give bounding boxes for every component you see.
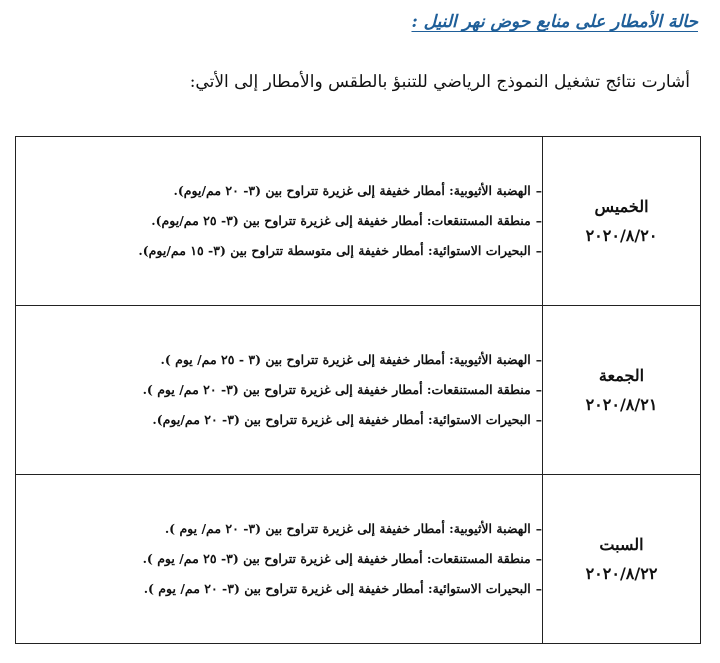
day-date: ٢٠٢٠/٨/٢١	[585, 395, 658, 414]
day-name: الجمعة	[598, 366, 645, 385]
forecast-details	[16, 306, 543, 475]
forecast-line-equatorial-lakes: –البحيرات الاستوائية: أمطار خفيفة إلى غزيرة تتراوح بين (٣- ٢٠ مم/يوم).	[152, 412, 542, 427]
day-date: ٢٠٢٠/٨/٢٠	[585, 226, 658, 245]
forecast-details	[16, 475, 543, 644]
day-name: السبت	[599, 535, 644, 554]
table-row-thursday	[16, 137, 701, 306]
forecast-line-equatorial-lakes: –البحيرات الاستوائية: أمطار خفيفة إلى غزيرة تتراوح بين (٣- ٢٠ مم/ يوم ).	[143, 581, 542, 596]
day-cell	[543, 137, 701, 306]
page-heading: حالة الأمطار على منابع حوض نهر النيل :	[411, 12, 698, 32]
forecast-line-equatorial-lakes: –البحيرات الاستوائية: أمطار خفيفة إلى متوسطة تتراوح بين (٣- ١٥ مم/يوم).	[138, 243, 542, 258]
forecast-details	[16, 137, 543, 306]
table-row-friday	[16, 306, 701, 475]
day-date: ٢٠٢٠/٨/٢٢	[585, 564, 658, 583]
forecast-line-ethiopian-plateau: –الهضبة الأثيوبية: أمطار خفيفة إلى غزيرة تتراوح بين (٣ - ٢٥ مم/ يوم ).	[160, 352, 542, 367]
day-name: الخميس	[594, 197, 649, 216]
forecast-table	[15, 136, 701, 644]
forecast-line-ethiopian-plateau: –الهضبة الأثيوبية: أمطار خفيفة إلى غزيرة تتراوح بين (٣- ٢٠ مم/يوم).	[173, 183, 542, 198]
forecast-line-ethiopian-plateau: –الهضبة الأثيوبية: أمطار خفيفة إلى غزيرة تتراوح بين (٣- ٢٠ مم/ يوم ).	[164, 521, 542, 536]
intro-text: أشارت نتائج تشغيل النموذج الرياضي للتنبؤ بالطقس والأمطار إلى الأتي:	[189, 72, 690, 92]
table-row-saturday	[16, 475, 701, 644]
forecast-line-swamps: –منطقة المستنقعات: أمطار خفيفة إلى غزيرة تتراوح بين (٣- ٢٠ مم/ يوم ).	[142, 382, 542, 397]
day-cell	[543, 475, 701, 644]
forecast-line-swamps: –منطقة المستنقعات: أمطار خفيفة إلى غزيرة تتراوح بين (٣- ٢٥ مم/يوم).	[151, 213, 542, 228]
day-cell	[543, 306, 701, 475]
forecast-line-swamps: –منطقة المستنقعات: أمطار خفيفة إلى غزيرة تتراوح بين (٣- ٢٥ مم/ يوم ).	[142, 551, 542, 566]
